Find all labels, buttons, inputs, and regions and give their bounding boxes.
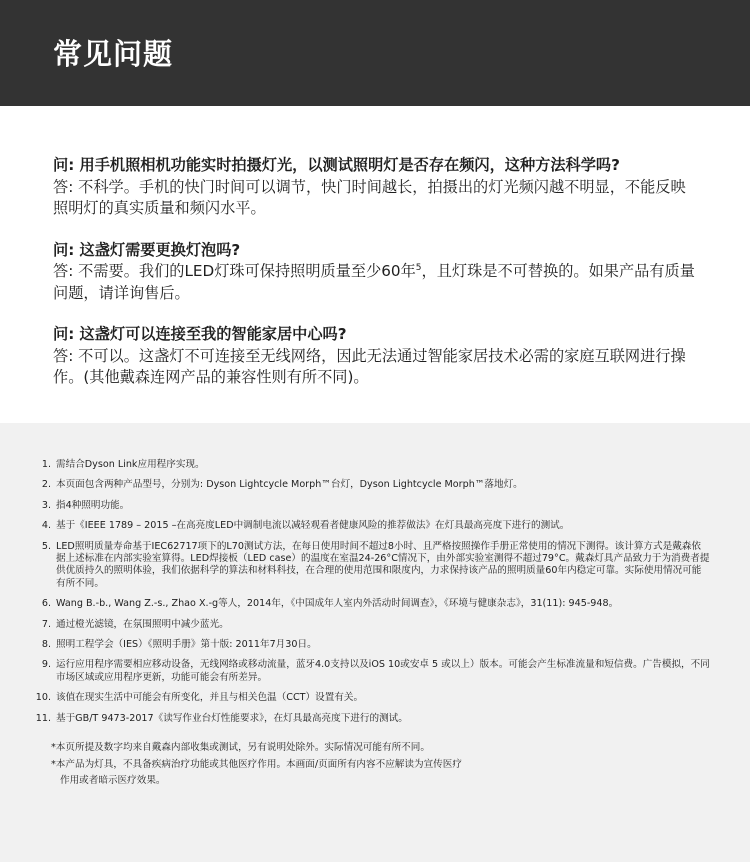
footnote-number: 5. (41, 540, 51, 552)
footnote-item (33, 598, 710, 610)
footnote-text: 指4种照明功能。 (56, 499, 130, 511)
footnote-item (33, 639, 710, 651)
faq-section (0, 106, 750, 422)
disclaimer-notes (33, 742, 710, 787)
footnote-number: 4. (41, 520, 51, 532)
footnote-number: 9. (41, 659, 51, 671)
faq-answer (53, 261, 697, 304)
footnote-text: 通过橙光滤镜，在氛围照明中减少蓝光。 (56, 618, 229, 630)
footnote-item (33, 659, 710, 684)
faq-question: 问: 用手机照相机功能实时拍摄灯光，以测试照明灯是否存在频闪，这种方法科学吗? (53, 156, 620, 174)
faq-item (53, 324, 697, 389)
footnote-text: 基于GB/T 9473-2017《读写作业台灯性能要求》，在灯具最高亮度下进行的测试。 (56, 712, 408, 724)
footnote-text: 基于《IEEE 1789 – 2015 –在高亮度LED中调制电流以减轻观看者健康风险的推荐做法》在灯具最高亮度下进行的测试。 (56, 520, 570, 532)
footnote-text: 该值在现实生活中可能会有所变化，并且与相关色温（CCT）设置有关。 (56, 692, 364, 704)
page-title: 常见问题 (53, 37, 174, 71)
footnote-item (33, 520, 710, 532)
faq-answer: 答: 不科学。手机的快门时间可以调节，快门时间越长，拍摄出的灯光频闪越不明显，不能反映照明灯的真实质量和频闪水平。 (53, 177, 686, 217)
faq-answer-text: 答: 不需要。我们的LED灯珠可保持照明质量至少60年 (53, 262, 416, 280)
footnote-item (33, 541, 710, 591)
footnote-item (33, 459, 710, 471)
footnote-number: 7. (41, 618, 51, 630)
footnote-item (33, 479, 710, 491)
disclaimer-line: *本页所提及数字均来自戴森内部收集或测试，另有说明处除外。实际情况可能有所不同。 (51, 742, 430, 754)
footnote-number: 8. (41, 639, 51, 651)
footnote-text: 需结合Dyson Link应用程序实现。 (56, 459, 205, 470)
footnote-text: 照明工程学会（IES）《照明手册》第十版: 2011年7月30日。 (56, 639, 317, 651)
faq-answer-text: ，且灯珠是不可替换的。如果产品有质量问题，请详询售后。 (53, 262, 695, 302)
footnote-item (33, 692, 710, 704)
footnote-number: 11. (35, 712, 51, 724)
disclaimer-line: *本产品为灯具，不具备疾病治疗功能或其他医疗作用。本画面/页面所有内容不应解读为宣传医疗 (51, 758, 462, 770)
footnote-number: 6. (41, 598, 51, 610)
footnote-text: 运行应用程序需要相应移动设备，无线网络或移动流量，蓝牙4.0支持以及iOS 10或安卓 5 或以上）版本。可能会产生标准流量和短信费。广告模拟，不同市场区域或应用程序更新，功能可能会有所差异。 (56, 659, 710, 683)
disclaimer-line: 作用或者暗示医疗效果。 (60, 774, 166, 786)
faq-item (53, 240, 697, 305)
footnote-item (33, 500, 710, 512)
faq-item (53, 155, 697, 220)
footnote-number: 3. (41, 499, 51, 511)
footnote-text: 本页面包含两种产品型号，分别为: Dyson Lightcycle Morph™台灯，Dyson Lightcycle Morph™落地灯。 (56, 479, 523, 491)
faq-answer: 答: 不可以。这盏灯不可连接至无线网络，因此无法通过智能家居技术必需的家庭互联网进行操作。(其他戴森连网产品的兼容性则有所不同)。 (53, 346, 686, 386)
footnote-item (33, 713, 710, 725)
footnote-number: 1. (41, 459, 51, 470)
footnote-item (33, 619, 710, 631)
footnotes-section (0, 423, 750, 862)
footnote-text: Wang B.-b., Wang Z.-s., Zhao X.-g等人，2014年，《中国成年人室内外活动时间调查》，《环境与健康杂志》，31(11): 945-948。 (56, 598, 619, 610)
page-header (0, 0, 750, 106)
faq-question: 问: 这盏灯可以连接至我的智能家居中心吗? (53, 325, 347, 343)
footnote-number: 10. (35, 692, 51, 704)
footnote-text: LED照明质量寿命基于IEC62717项下的L70测试方法，在每日使用时间不超过8小时、且严格按照操作手册正常使用的情况下测得。该计算方式是戴森依据上述标准在内部实验室算得。LED焊接板（LED case）的温度在室温24-26°C情况下，由外部实验室测得不超过79°C。戴森灯具产品致力于为消费者提供优质持久的照明体验，我们依据科学的算法和材料科技，在合理的使用范围和限度内，力求保持该产品的照明质量60年内稳定可靠。实际使用情况可能有所不同。 (56, 540, 710, 589)
faq-question: 问: 这盏灯需要更换灯泡吗? (53, 240, 241, 259)
footnote-number: 2. (41, 479, 51, 491)
footnote-ref: 5 (415, 263, 422, 273)
